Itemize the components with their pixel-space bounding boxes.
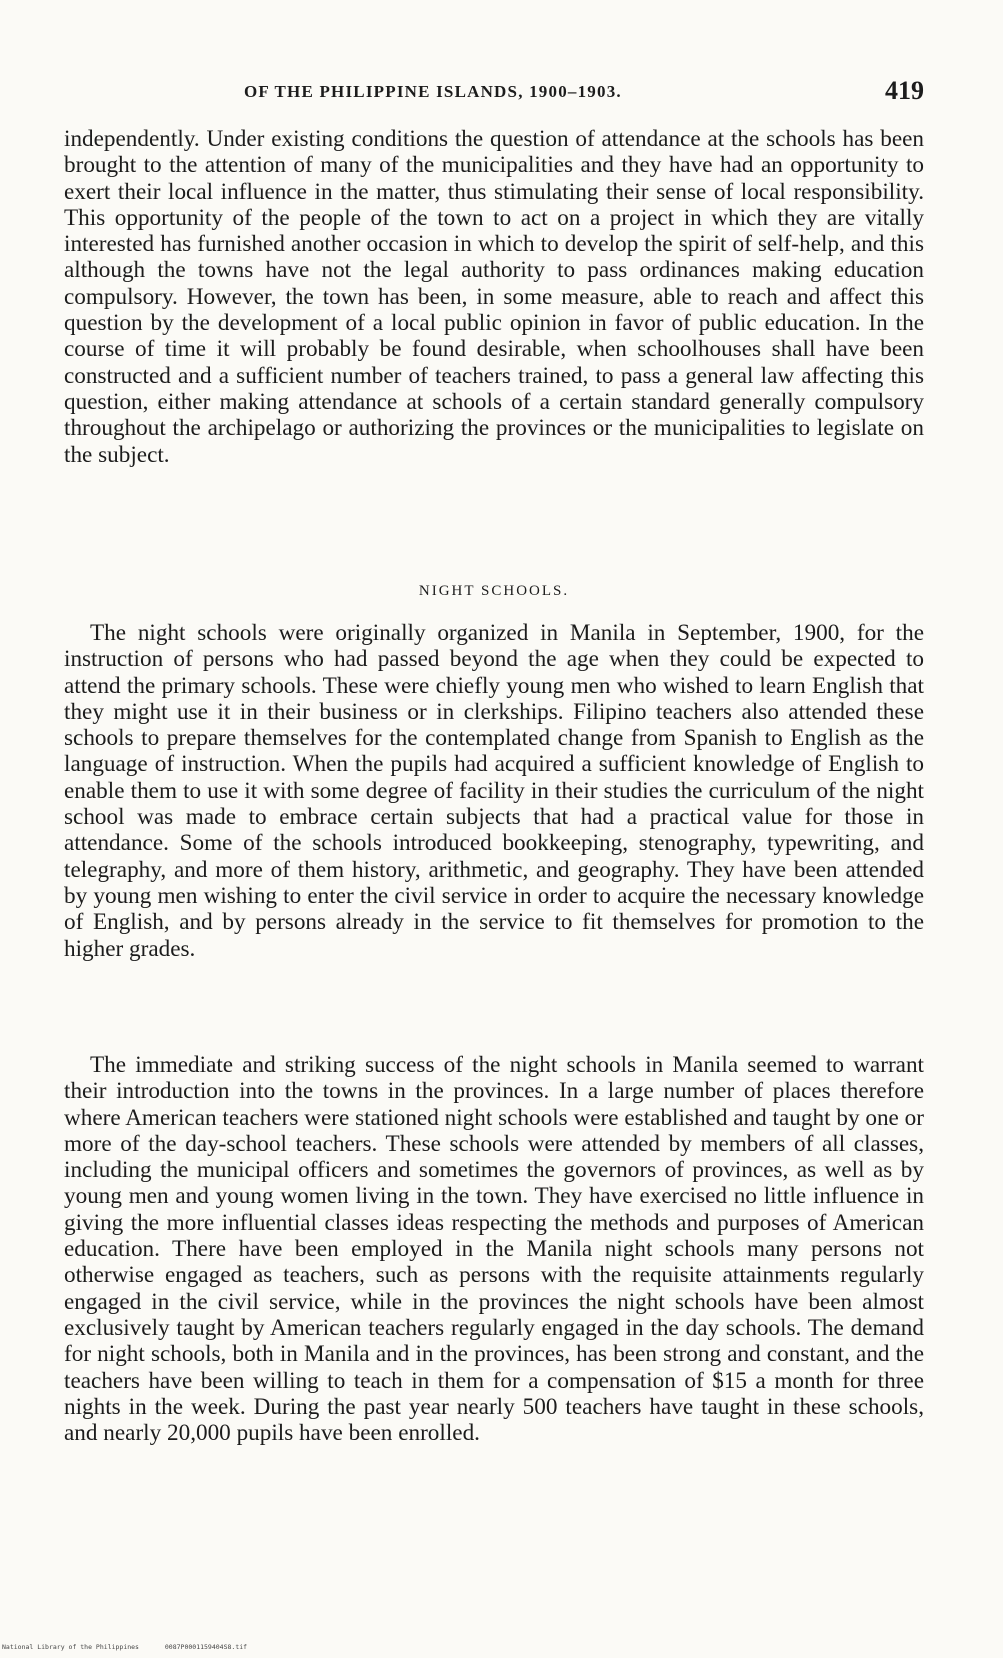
paragraph-night-schools-provinces: The immediate and striking success of the night schools in Manila seemed to warrant their introduction into the towns in the provinces. In a large number of places therefore where American teachers were stationed night schools were established and taught by one or more of the day-school teachers. These schools were attended by members of all classes, including the municipal officers and sometimes the governors of provinces, as well as by young men and young women living in the town. They have exercised no little influence in giving the more influential classes ideas respecting the methods and purposes of American education. There have been employed in the Manila night schools many persons not otherwise engaged as teachers, such as persons with the requisite attainments regularly engaged in the civil service, while in the provinces the night schools have been almost exclusively taught by American teachers regularly engaged in the day schools. The demand for night schools, both in Manila and in the provinces, has been strong and constant, and the teachers have been willing to teach in them for a compensation of $15 a month for three nights in the week. During the past year nearly 500 teachers have taught in these schools, and nearly 20,000 pupils have been enrolled. <box>64 1052 924 1447</box>
running-header <box>64 76 924 110</box>
paragraph-continuation-block <box>64 126 924 468</box>
page-number: 419 <box>885 76 924 105</box>
paragraph-night-schools-origin: The night schools were originally organized in Manila in September, 1900, for the instruction of persons who had passed beyond the age when they could be expected to attend the primary schools. These were chiefly young men who wished to learn English that they might use it in their business or in clerkships. Filipino teachers also attended these schools to prepare themselves for the contemplated change from Spanish to English as the language of instruction. When the pupils had acquired a sufficient knowledge of English to enable them to use it with some degree of facility in their studies the curriculum of the night school was made to embrace certain subjects that had a practical value for those in attendance. Some of the schools introduced bookkeeping, stenography, typewriting, and telegraphy, and more of them history, arithmetic, and geography. They have been attended by young men wishing to enter the civil service in order to acquire the necessary knowledge of English, and by persons already in the service to fit themselves for promotion to the higher grades. <box>64 620 924 962</box>
footer-file: 0087P0001159404S8.tif <box>164 1643 248 1651</box>
paragraph-block-night-schools <box>64 620 924 962</box>
paragraph-block-provinces <box>64 1052 924 1446</box>
footer-library: National Library of the Philippines <box>2 1643 139 1651</box>
running-title: OF THE PHILIPPINE ISLANDS, 1900–1903. <box>244 82 622 101</box>
section-heading: NIGHT SCHOOLS. <box>418 583 570 599</box>
paragraph-attendance: independently. Under existing conditions the question of attendance at the schools has been brought to the attention of many of the municipalities and they have had an opportunity to exert their local influence in the matter, thus stimulating their sense of local responsibility. This opportunity of the people of the town to act on a project in which they are vitally interested has furnished another occasion in which to develop the spirit of self-help, and this although the towns have not the legal authority to pass ordinances making education compulsory. However, the town has been, in some measure, able to reach and affect this question by the development of a local public opinion in favor of public education. In the course of time it will probably be found desirable, when schoolhouses shall have been constructed and a sufficient number of teachers trained, to pass a general law affecting this question, either making attendance at schools of a certain standard generally compulsory throughout the archipelago or authorizing the provinces or the municipalities to legislate on the subject. <box>64 126 924 468</box>
scan-footer <box>2 1643 269 1651</box>
